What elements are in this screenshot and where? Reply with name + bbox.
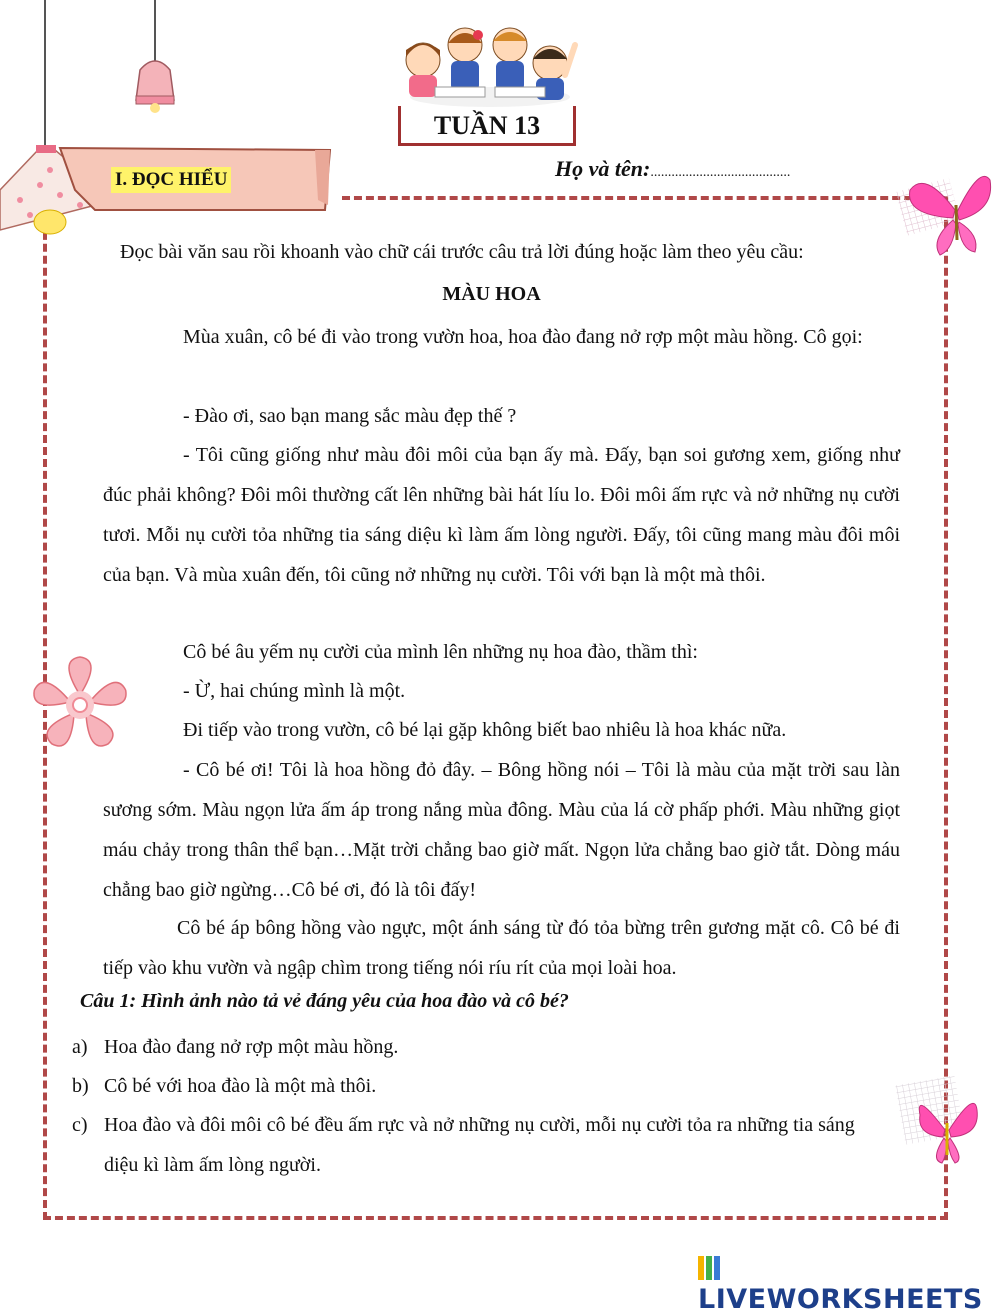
liveworksheets-logo[interactable] [698,1253,1000,1315]
story-paragraph: Cô bé âu yếm nụ cười của mình lên những nụ hoa đào, thầm thì: [183,641,698,663]
story-paragraph: - Ừ, hai chúng mình là một. [183,680,406,702]
story-paragraph: - Đào ơi, sao bạn mang sắc màu đẹp thế ? [183,405,517,427]
story-paragraph: Đi tiếp vào trong vườn, cô bé lại gặp không biết bao nhiêu là hoa khác nữa. [183,719,787,741]
section-label: I. ĐỌC HIỂU [111,167,231,193]
option-key: c) [72,1114,88,1136]
butterfly-bottom-right [895,1075,995,1175]
option-key: a) [72,1036,88,1058]
lamp-banner-decoration [0,0,340,250]
name-dots: ........................................ [650,165,791,180]
children-illustration [395,15,580,110]
instruction: Đọc bài văn sau rồi khoanh vào chữ cái trước câu trả lời đúng hoặc làm theo yêu cầu: [120,241,804,263]
butterfly-top-right [895,160,995,260]
logo-text: LIVEWORKSHEETS [698,1284,983,1315]
option-b[interactable] [72,1066,892,1106]
question-1: Câu 1: Hình ảnh nào tả vẻ đáng yêu của hoa đào và cô bé? [80,990,569,1012]
logo-mark-icon [698,1256,720,1280]
story-paragraph: - Tôi cũng giống như màu đôi môi của bạn ấy mà. Đấy, bạn soi gương xem, giống như đúc phải không? Đôi môi thường cất lên những bài hát líu lo. Đôi môi ấm rực và nở những nụ cười tươi. Mỗi nụ cười tỏa những tia sáng diệu kì làm ấm lòng người. Đấy, tôi cũng mang màu đôi môi của bạn. Và mùa xuân đến, tôi cũng nở những nụ cười. Tôi với bạn là một mà thôi. [103,444,900,586]
option-key: b) [72,1075,89,1097]
name-label: Họ và tên: [555,156,651,181]
name-field[interactable] [555,156,790,182]
option-a[interactable] [72,1027,892,1067]
option-c[interactable] [72,1105,892,1185]
story-paragraph: - Cô bé ơi! Tôi là hoa hồng đỏ đây. – Bông hồng nói – Tôi là màu của mặt trời sau làn sương sớm. Màu ngọn lửa ấm áp trong nắng mùa đông. Màu của lá cờ phấp phới. Màu những giọt máu chảy trong thân thể bạn…Mặt trời chẳng bao giờ mất. Ngọn lửa chẳng bao giờ tắt. Dòng máu chẳng bao giờ ngừng…Cô bé ơi, đó là tôi đấy! [103,759,900,901]
story-paragraph: Mùa xuân, cô bé đi vào trong vườn hoa, hoa đào đang nở rợp một màu hồng. Cô gọi: [183,326,863,348]
story-title: MÀU HOA [442,283,541,305]
story-paragraph: Cô bé áp bông hồng vào ngực, một ánh sáng từ đó tỏa bừng trên gương mặt cô. Cô bé đi tiếp vào khu vườn và ngập chìm trong tiếng nói ríu rít của mọi loài hoa. [103,917,900,979]
option-text: Cô bé với hoa đào là một mà thôi. [104,1075,377,1097]
option-text: Hoa đào đang nở rợp một màu hồng. [104,1036,399,1058]
week-title: TUẦN 13 [398,106,576,146]
option-text: Hoa đào và đôi môi cô bé đều ấm rực và nở những nụ cười, mỗi nụ cười tỏa ra những tia sáng diệu kì làm ấm lòng người. [104,1114,855,1176]
